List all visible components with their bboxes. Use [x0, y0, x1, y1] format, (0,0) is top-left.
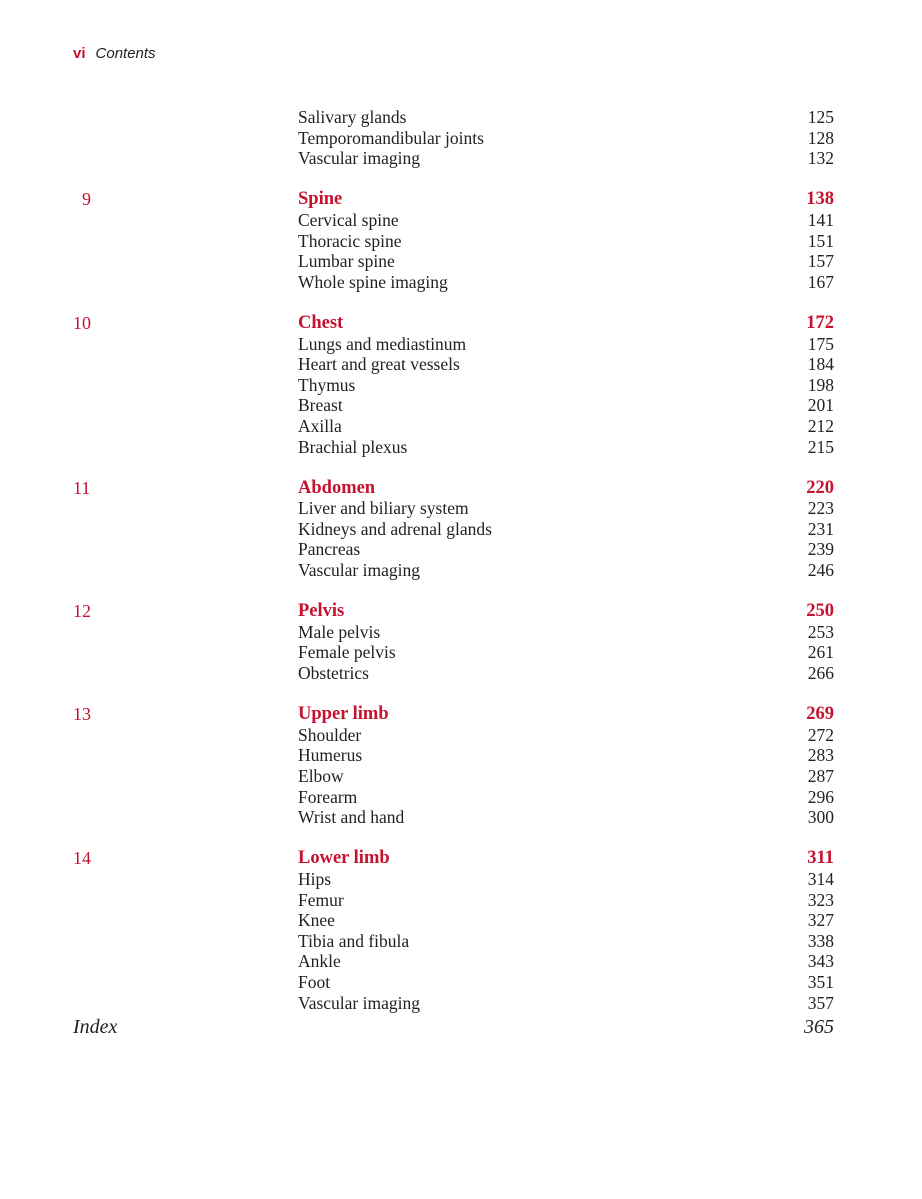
chapter-title: Upper limb: [298, 704, 389, 725]
entry-title: Lumbar spine: [298, 251, 395, 272]
page-number: 167: [807, 271, 834, 292]
table-of-contents: [0, 107, 922, 1041]
entry-title: Brachial plexus: [298, 436, 408, 457]
page-number: 327: [807, 910, 834, 931]
toc-entry[interactable]: [0, 539, 922, 560]
entry-title: Foot: [298, 971, 331, 992]
page-number: 272: [807, 724, 834, 745]
entry-title: Salivary glands: [298, 107, 407, 127]
toc-entry[interactable]: [0, 375, 922, 396]
page-number: 157: [807, 251, 834, 272]
toc-entry[interactable]: [0, 622, 922, 643]
index-row[interactable]: [0, 1013, 922, 1041]
toc-entry[interactable]: [0, 931, 922, 952]
section-gap: [0, 169, 922, 190]
chapter-title: Abdomen: [298, 477, 376, 498]
page-number: 311: [807, 848, 834, 869]
toc-entry[interactable]: [0, 663, 922, 684]
page-number: 220: [806, 477, 834, 498]
page-number: 296: [807, 786, 834, 807]
toc-entry[interactable]: [0, 869, 922, 890]
toc-entry[interactable]: [0, 910, 922, 931]
toc-entry[interactable]: [0, 148, 922, 169]
chapter-title: Chest: [298, 312, 344, 333]
toc-entry[interactable]: [0, 972, 922, 993]
page-number: 125: [807, 107, 834, 127]
entry-title: Lungs and mediastinum: [298, 333, 467, 354]
toc-entry[interactable]: [0, 272, 922, 293]
toc-entry[interactable]: [0, 395, 922, 416]
entry-title: Obstetrics: [298, 663, 369, 684]
entry-title: Cervical spine: [298, 209, 399, 230]
page-number: 365: [804, 1016, 834, 1039]
page-number: 141: [807, 209, 834, 230]
page-number: 253: [807, 621, 834, 642]
entry-title: Whole spine imaging: [298, 271, 448, 292]
toc-entry[interactable]: [0, 890, 922, 911]
section-title: Contents: [95, 45, 156, 62]
section-gap: [0, 684, 922, 705]
page-number: 269: [806, 704, 834, 725]
page-number: 261: [807, 642, 834, 663]
running-head: [73, 44, 156, 64]
page-number: 223: [807, 498, 834, 519]
chapter-number: 10: [73, 312, 91, 333]
entry-title: Tibia and fibula: [298, 930, 410, 951]
entry-title: Femur: [298, 889, 344, 910]
toc-entry[interactable]: [0, 416, 922, 437]
page-number: 283: [807, 745, 834, 766]
chapter-number: 9: [82, 189, 91, 210]
page-number: 151: [807, 230, 834, 251]
entry-title: Breast: [298, 395, 343, 416]
page-number: 351: [807, 971, 834, 992]
chapter-row[interactable]: [0, 189, 922, 210]
toc-entry[interactable]: [0, 437, 922, 458]
page-number: 231: [807, 518, 834, 539]
entry-title: Female pelvis: [298, 642, 396, 663]
page-number: 198: [807, 374, 834, 395]
toc-entry[interactable]: [0, 787, 922, 808]
entry-title: Index: [73, 1016, 118, 1039]
entry-title: Vascular imaging: [298, 148, 420, 169]
page-number: 201: [807, 395, 834, 416]
toc-entry[interactable]: [0, 951, 922, 972]
toc-entry[interactable]: [0, 745, 922, 766]
toc-entry[interactable]: [0, 766, 922, 787]
toc-entry[interactable]: [0, 334, 922, 355]
entry-title: Axilla: [298, 415, 342, 436]
chapter-row[interactable]: [0, 704, 922, 725]
entry-title: Wrist and hand: [298, 807, 405, 828]
page-number: 357: [807, 992, 834, 1013]
entry-title: Ankle: [298, 951, 341, 972]
toc-entry[interactable]: [0, 231, 922, 252]
section-gap: [0, 457, 922, 478]
toc-entry[interactable]: [0, 519, 922, 540]
page-number: 300: [807, 807, 834, 828]
entry-title: Forearm: [298, 786, 358, 807]
page-number: 323: [807, 889, 834, 910]
chapter-number: 13: [73, 704, 91, 725]
page-number: 250: [806, 601, 834, 622]
section-gap: [0, 581, 922, 602]
page-number: 287: [807, 766, 834, 786]
page-folio: vi: [73, 45, 86, 62]
entry-title: Shoulder: [298, 724, 362, 745]
toc-entry[interactable]: [0, 560, 922, 581]
entry-title: Hips: [298, 868, 332, 889]
page-number: 343: [807, 951, 834, 972]
entry-title: Elbow: [298, 766, 344, 786]
section-gap: [0, 828, 922, 849]
page-number: 132: [807, 148, 834, 169]
entry-title: Liver and biliary system: [298, 498, 469, 519]
chapter-row[interactable]: [0, 478, 922, 499]
page-number: 314: [807, 868, 834, 889]
entry-title: Heart and great vessels: [298, 354, 460, 375]
toc-entry[interactable]: [0, 107, 922, 128]
entry-title: Pancreas: [298, 539, 361, 560]
toc-entry[interactable]: [0, 993, 922, 1014]
page-number: 266: [807, 663, 834, 684]
entry-title: Humerus: [298, 745, 363, 766]
page-number: 175: [807, 333, 834, 354]
page-number: 239: [807, 539, 834, 560]
entry-title: Thymus: [298, 374, 356, 395]
entry-title: Kidneys and adrenal glands: [298, 518, 492, 539]
toc-entry[interactable]: [0, 128, 922, 149]
page-number: 212: [807, 415, 834, 436]
toc-entry[interactable]: [0, 498, 922, 519]
chapter-number: 12: [73, 601, 91, 622]
entry-title: Vascular imaging: [298, 560, 420, 581]
page-number: 246: [807, 560, 834, 581]
chapter-number: 11: [73, 477, 91, 498]
chapter-title: Pelvis: [298, 601, 345, 622]
entry-title: Temporomandibular joints: [298, 127, 484, 148]
page-number: 215: [807, 436, 834, 457]
chapter-title: Spine: [298, 189, 343, 210]
section-gap: [0, 292, 922, 313]
chapter-title: Lower limb: [298, 848, 390, 869]
toc-entry[interactable]: [0, 354, 922, 375]
page-number: 338: [807, 930, 834, 951]
page-number: 128: [807, 127, 834, 148]
entry-title: Male pelvis: [298, 621, 381, 642]
chapter-row[interactable]: [0, 601, 922, 622]
toc-entry[interactable]: [0, 725, 922, 746]
page-number: 138: [806, 189, 834, 210]
page-number: 172: [806, 312, 834, 333]
chapter-row[interactable]: [0, 313, 922, 334]
chapter-row[interactable]: [0, 848, 922, 869]
toc-entry[interactable]: [0, 251, 922, 272]
chapter-number: 14: [73, 848, 91, 869]
entry-title: Thoracic spine: [298, 230, 402, 251]
entry-title: Knee: [298, 910, 335, 931]
toc-entry[interactable]: [0, 210, 922, 231]
page-number: 184: [807, 354, 834, 375]
toc-entry[interactable]: [0, 642, 922, 663]
entry-title: Vascular imaging: [298, 992, 420, 1013]
toc-entry[interactable]: [0, 807, 922, 828]
